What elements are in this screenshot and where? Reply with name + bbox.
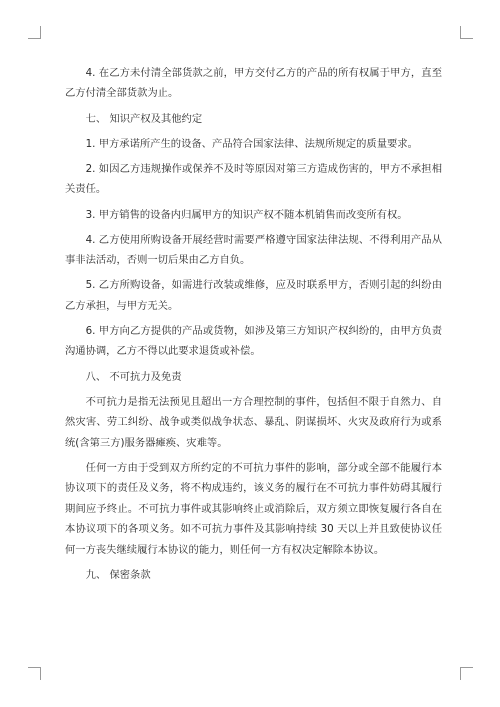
clause-ip-4: 4. 乙方使用所购设备开展经营时需要严格遵守国家法律法规、不得利用产品从事非法活动，否则一切后果由乙方自负。 [65, 233, 442, 267]
clause-force-majeure-definition: 不可抗力是指无法预见且超出一方合理控制的事件，包括但不限于自然力、自然灾害、劳工纠纷、战争或类似战争状态、暴乱、阴谋损坏、火灾及政府行为或系统(含第三方)服务器瘫痪、灾难等。 [65, 395, 442, 449]
clause-ip-1: 1. 甲方承诺所产生的设备、产品符合国家法律、法规所规定的质量要求。 [85, 137, 418, 150]
clause-ip-5: 5. 乙方所购设备，如需进行改装或维修，应及时联系甲方，否则引起的纠纷由乙方承担，与甲方无关。 [65, 279, 442, 312]
section-heading-ip: 七、 知识产权及其他约定 [85, 112, 203, 125]
crop-mark-bottom-right [460, 667, 473, 680]
section-heading-force-majeure: 八、 不可抗力及免责 [85, 370, 182, 383]
clause-ip-2: 2. 如因乙方违规操作或保养不及时等原因对第三方造成伤害的，甲方不承担相关责任。 [65, 163, 442, 196]
clause-payment-ownership: 4. 在乙方未付清全部货款之前，甲方交付乙方的产品的所有权属于甲方，直至乙方付清全部货款为止。 [65, 67, 442, 100]
crop-mark-top-left [28, 26, 41, 39]
section-heading-confidentiality: 九、 保密条款 [85, 568, 151, 581]
crop-mark-top-right [460, 26, 473, 39]
clause-force-majeure-effect: 任何一方由于受到双方所约定的不可抗力事件的影响，部分或全部不能履行本协议项下的责任及义务，将不构成违约，该义务的履行在不可抗力事件妨碍其履行期间应予终止。不可抗力事件或其影响终止或消除后，双方须立即恢复履行各自在本协议项下的各项义务。如不可抗力事件及其影响持续 30 天以上并且致使协议任何一方丧失继续履行本协议的能力，则任何一方有权决定解除本协议。 [65, 461, 442, 556]
clause-ip-3: 3. 甲方销售的设备内归属甲方的知识产权不随本机销售而改变所有权。 [85, 208, 408, 221]
crop-mark-bottom-left [28, 667, 41, 680]
clause-ip-6: 6. 甲方向乙方提供的产品或货物，如涉及第三方知识产权纠纷的，由甲方负责沟通协调，乙方不得以此要求退货或补偿。 [65, 325, 442, 358]
document-body [65, 63, 442, 590]
